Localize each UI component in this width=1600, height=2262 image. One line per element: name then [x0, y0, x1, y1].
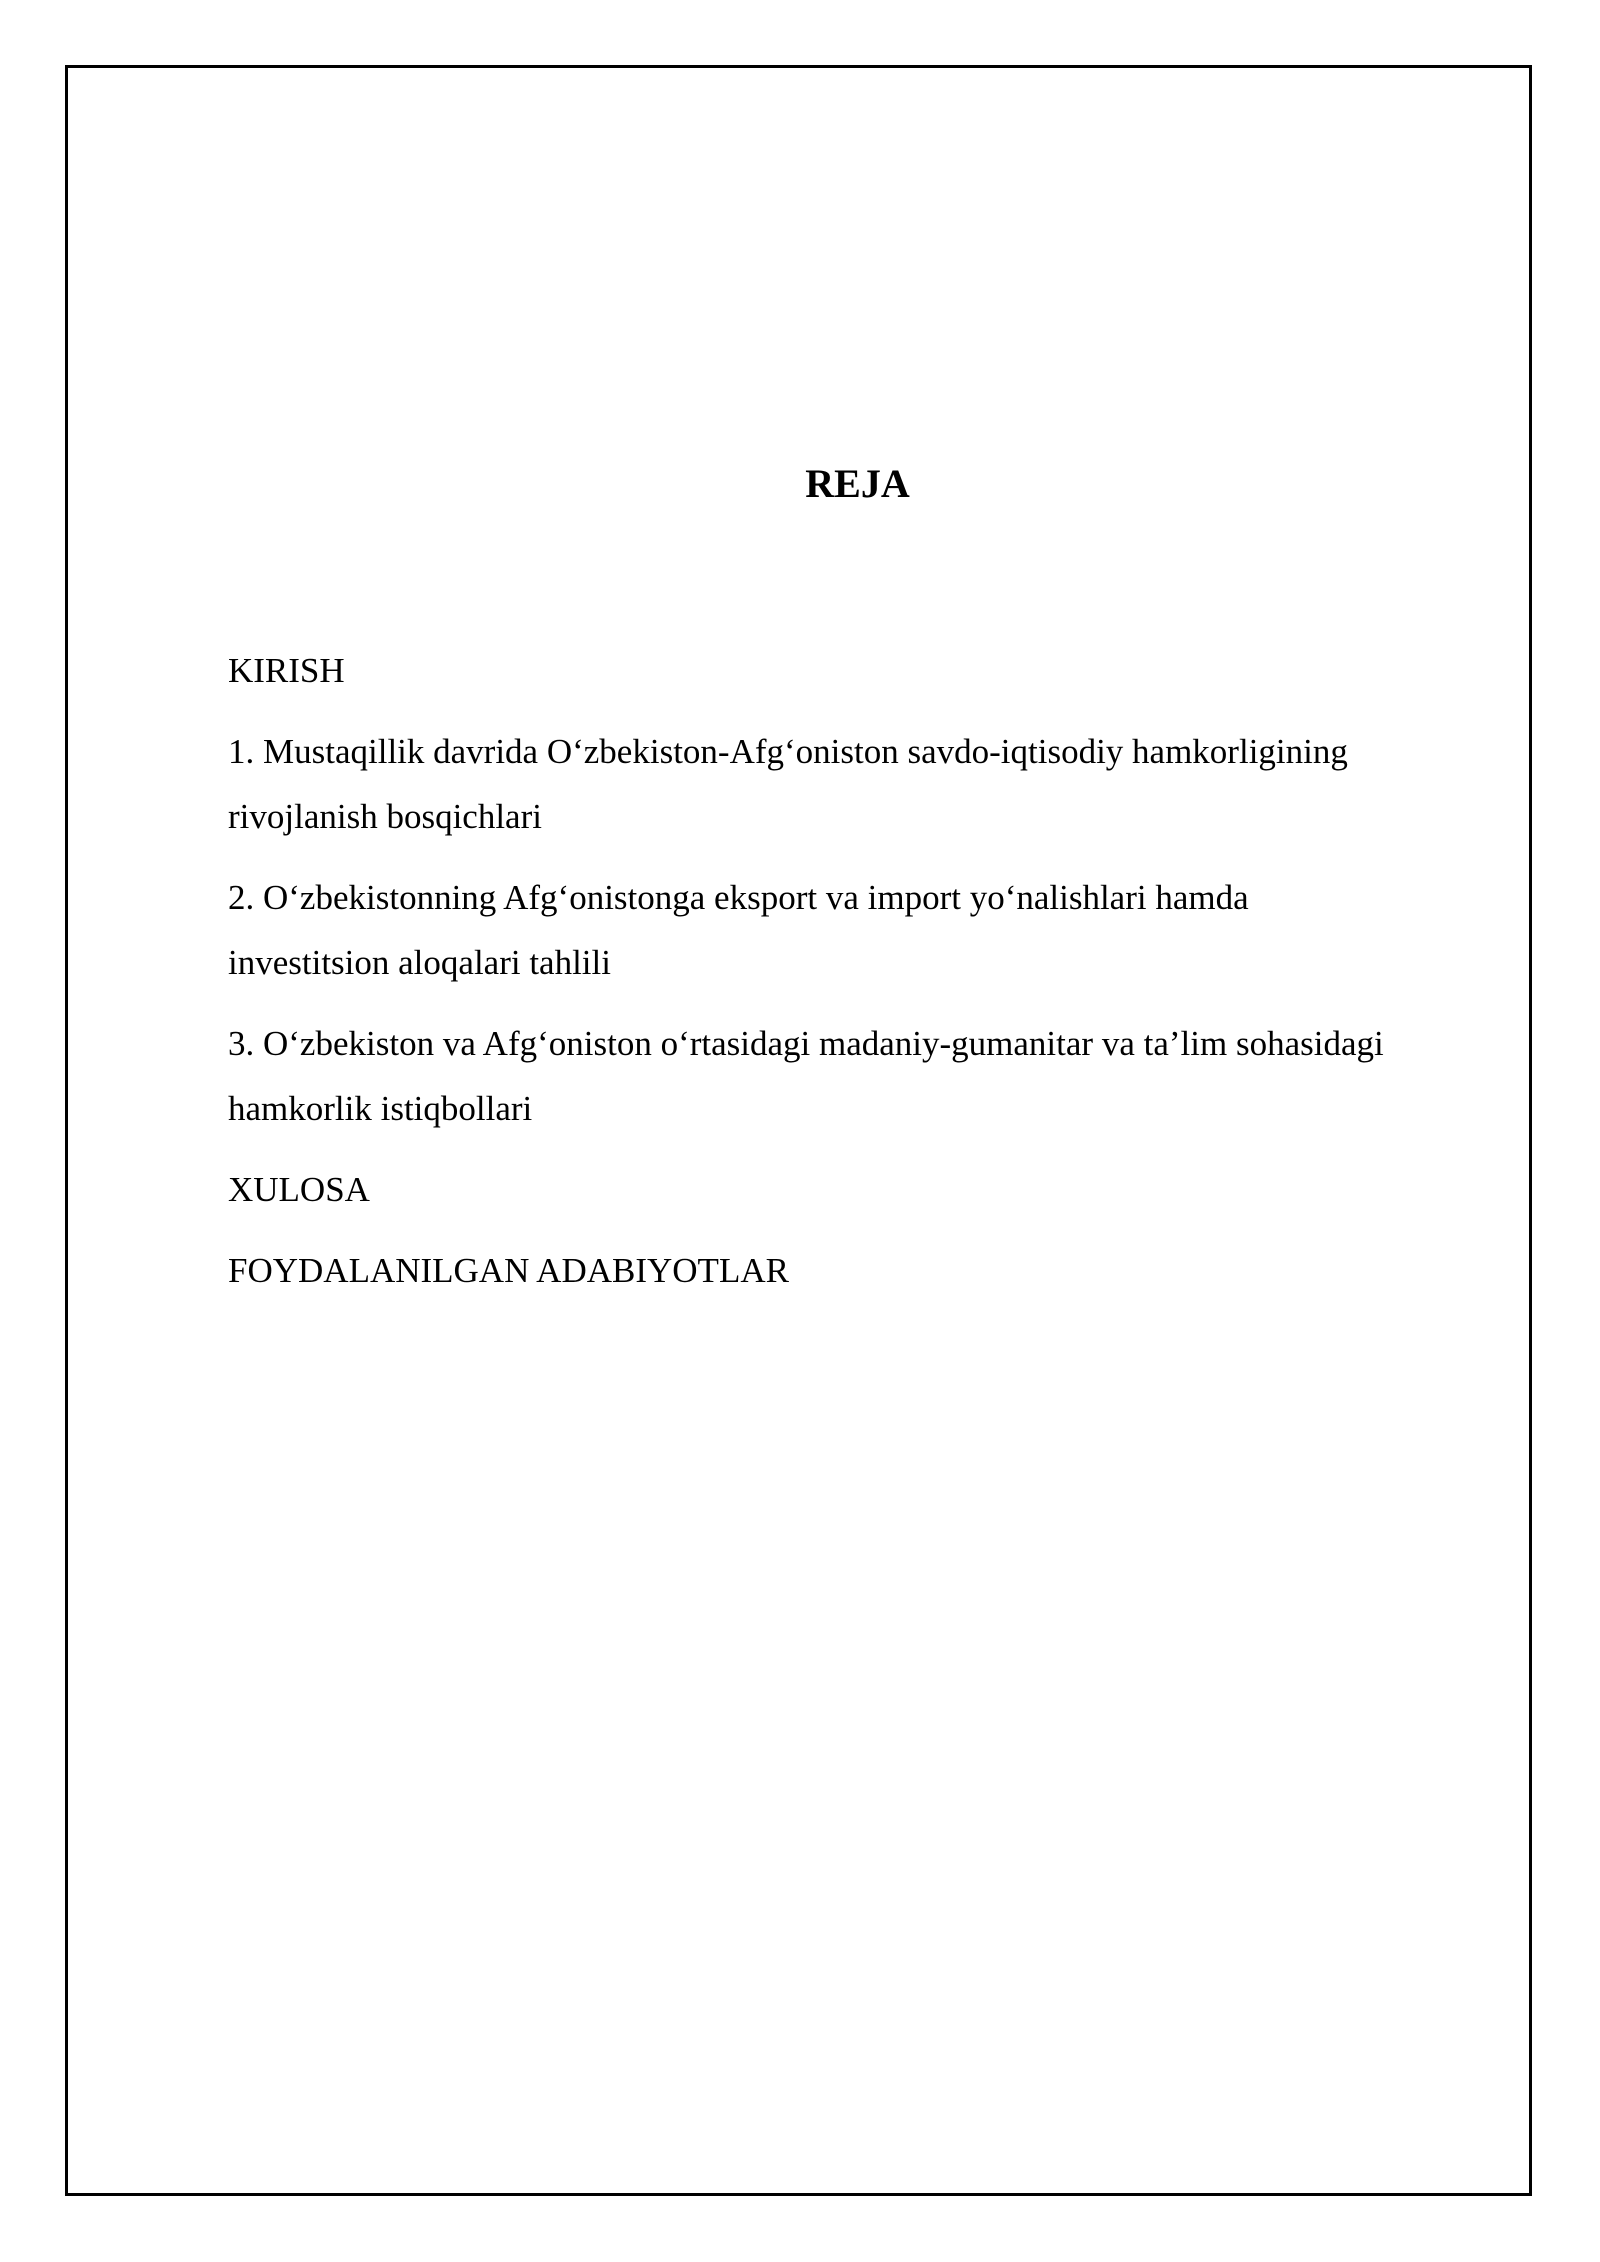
plan-item-line: 2. O‘zbekistonning Afg‘onistonga eksport va import yo‘nalishlari hamda: [228, 878, 1249, 917]
plan-item-line: hamkorlik istiqbollari: [228, 1089, 533, 1128]
plan-list: [228, 638, 1478, 1319]
plan-item-line: 1. Mustaqillik davrida O‘zbekiston-Afg‘oniston savdo-iqtisodiy hamkorligining: [228, 732, 1348, 771]
plan-item-references: [228, 1238, 1478, 1303]
plan-item-1: [228, 719, 1478, 849]
plan-item-line: KIRISH: [228, 651, 345, 690]
plan-item-introduction: [228, 638, 1478, 703]
plan-item-line: FOYDALANILGAN ADABIYOTLAR: [228, 1251, 789, 1290]
plan-item-2: [228, 865, 1478, 995]
plan-item-line: 3. O‘zbekiston va Afg‘oniston o‘rtasidagi madaniy-gumanitar va ta’lim sohasidagi: [228, 1024, 1384, 1063]
plan-item-line: investitsion aloqalari tahlili: [228, 943, 611, 982]
plan-item-conclusion: [228, 1157, 1478, 1222]
plan-item-3: [228, 1011, 1478, 1141]
plan-item-line: rivojlanish bosqichlari: [228, 797, 542, 836]
plan-item-line: XULOSA: [228, 1170, 370, 1209]
document-title: REJA: [805, 461, 910, 506]
